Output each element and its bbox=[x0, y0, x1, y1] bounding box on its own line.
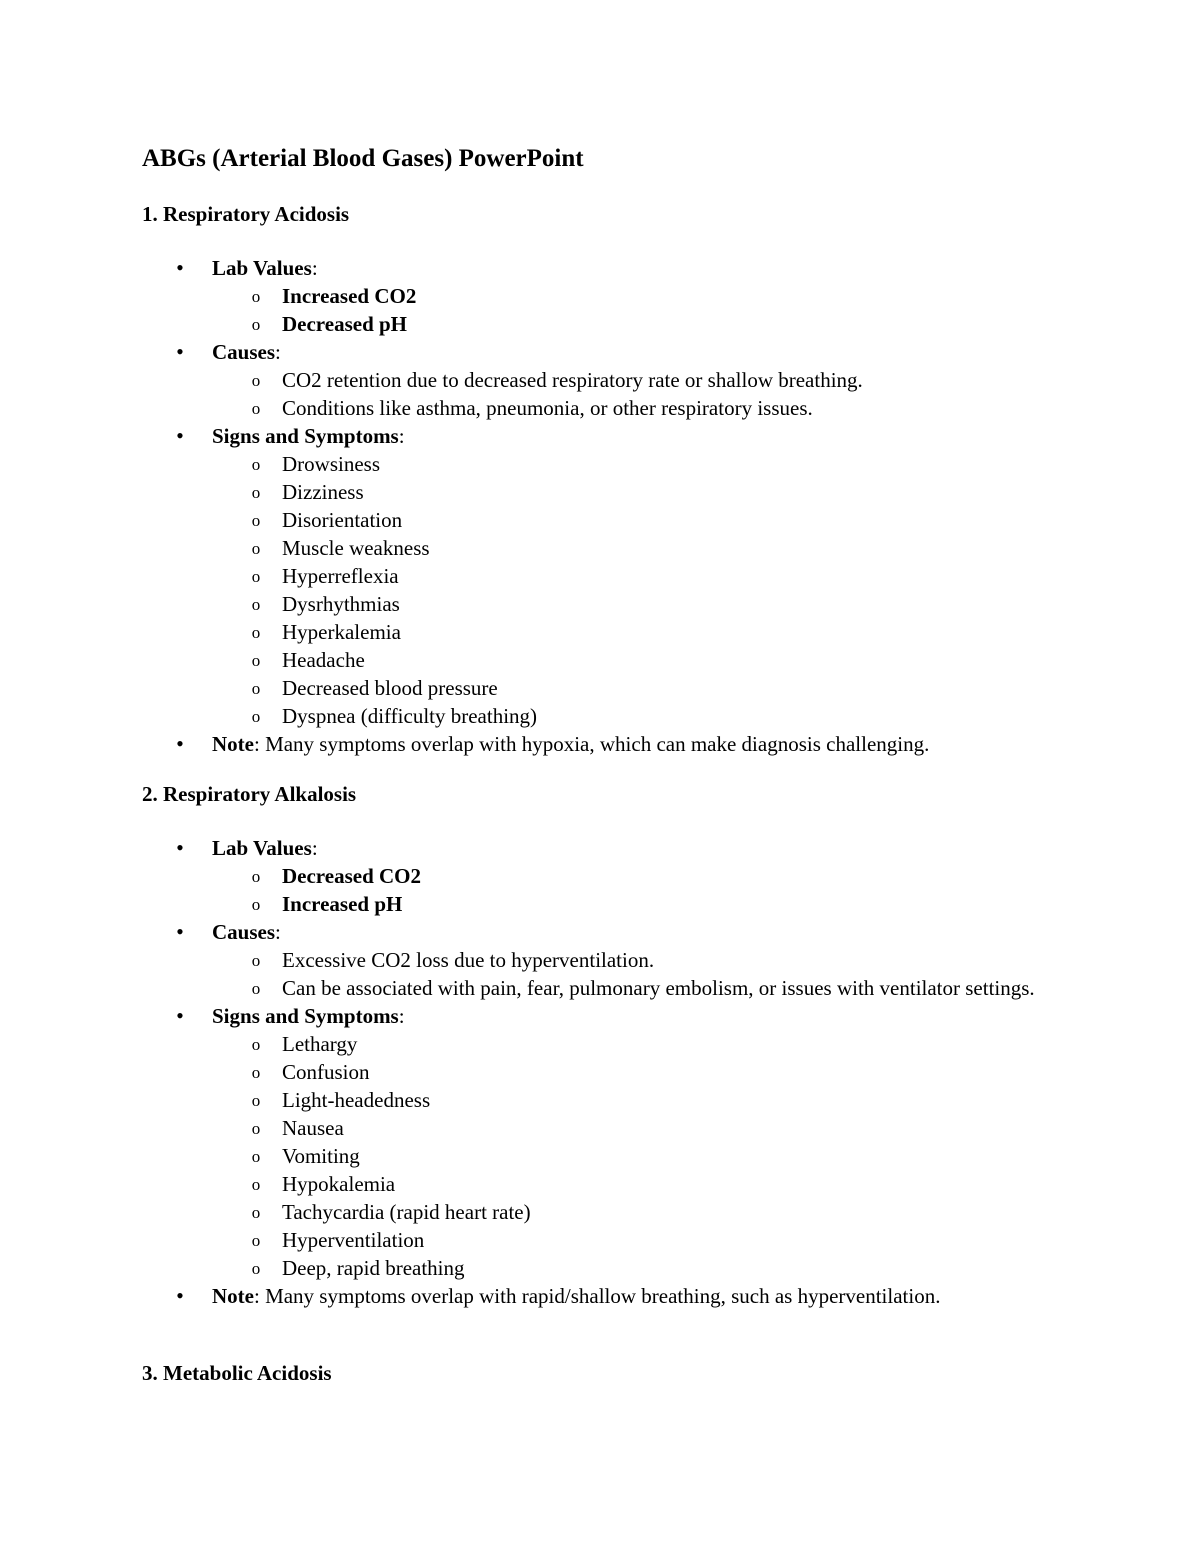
list-item: o Headache bbox=[170, 646, 1130, 674]
list-item: o Dysrhythmias bbox=[170, 590, 1130, 618]
note-item: • Note: Many symptoms overlap with rapid/shallow breathing, such as hyperventilation. bbox=[170, 1282, 1130, 1310]
sub-bullet-icon: o bbox=[251, 567, 261, 586]
sub-bullet-icon: o bbox=[251, 1203, 261, 1222]
sub-bullet-icon: o bbox=[251, 1259, 261, 1278]
lab-values-item: • Lab Values: bbox=[170, 254, 1130, 282]
section-respiratory-alkalosis bbox=[142, 780, 356, 808]
bullet-icon: • bbox=[176, 919, 184, 944]
sub-bullet-icon: o bbox=[251, 455, 261, 474]
list-item: o Decreased pH bbox=[170, 310, 1130, 338]
section-respiratory-acidosis bbox=[142, 200, 349, 228]
bullet-icon: • bbox=[176, 255, 184, 280]
causes-item: • Causes: bbox=[170, 338, 1130, 366]
list-item: o Lethargy bbox=[170, 1030, 1130, 1058]
list-item: o Hypokalemia bbox=[170, 1170, 1130, 1198]
list-item: o Muscle weakness bbox=[170, 534, 1130, 562]
sub-bullet-icon: o bbox=[251, 707, 261, 726]
section-metabolic-acidosis bbox=[142, 1359, 332, 1387]
list-item: o Confusion bbox=[170, 1058, 1130, 1086]
list-item: o CO2 retention due to decreased respiratory rate or shallow breathing. bbox=[170, 366, 1130, 394]
sub-bullet-icon: o bbox=[251, 483, 261, 502]
sub-bullet-icon: o bbox=[251, 371, 261, 390]
bullet-icon: • bbox=[176, 423, 184, 448]
list-item: o Decreased CO2 bbox=[170, 862, 1130, 890]
list-item: o Hyperkalemia bbox=[170, 618, 1130, 646]
list-item: o Dyspnea (difficulty breathing) bbox=[170, 702, 1130, 730]
sub-bullet-icon: o bbox=[251, 1035, 261, 1054]
list-item: o Hyperventilation bbox=[170, 1226, 1130, 1254]
list-item: o Nausea bbox=[170, 1114, 1130, 1142]
list-item: o Deep, rapid breathing bbox=[170, 1254, 1130, 1282]
sub-bullet-icon: o bbox=[251, 1091, 261, 1110]
section-heading: 3. Metabolic Acidosis bbox=[142, 1361, 332, 1385]
sub-bullet-icon: o bbox=[251, 287, 261, 306]
lab-values-item: • Lab Values: bbox=[170, 834, 1130, 862]
list-item: o Tachycardia (rapid heart rate) bbox=[170, 1198, 1130, 1226]
sub-bullet-icon: o bbox=[251, 595, 261, 614]
sub-bullet-icon: o bbox=[251, 1063, 261, 1082]
bullet-icon: • bbox=[176, 835, 184, 860]
bullet-icon: • bbox=[176, 731, 184, 756]
list-item: o Conditions like asthma, pneumonia, or other respiratory issues. bbox=[170, 394, 1130, 422]
section-heading: 2. Respiratory Alkalosis bbox=[142, 782, 357, 806]
signs-item: • Signs and Symptoms: bbox=[170, 1002, 1130, 1030]
sub-bullet-icon: o bbox=[251, 539, 261, 558]
sub-bullet-icon: o bbox=[251, 399, 261, 418]
document-title: ABGs (Arterial Blood Gases) PowerPoint bbox=[142, 145, 584, 172]
sub-bullet-icon: o bbox=[251, 895, 261, 914]
list-item: o Light-headedness bbox=[170, 1086, 1130, 1114]
sub-bullet-icon: o bbox=[251, 511, 261, 530]
note-item: • Note: Many symptoms overlap with hypoxia, which can make diagnosis challenging. bbox=[170, 730, 1130, 758]
bullet-icon: • bbox=[176, 339, 184, 364]
list-item: o Increased pH bbox=[170, 890, 1130, 918]
list-item: o Hyperreflexia bbox=[170, 562, 1130, 590]
sub-bullet-icon: o bbox=[251, 979, 261, 998]
signs-item: • Signs and Symptoms: bbox=[170, 422, 1130, 450]
sub-bullet-icon: o bbox=[251, 951, 261, 970]
causes-item: • Causes: bbox=[170, 918, 1130, 946]
sub-bullet-icon: o bbox=[251, 1231, 261, 1250]
sub-bullet-icon: o bbox=[251, 623, 261, 642]
list-item: o Drowsiness bbox=[170, 450, 1130, 478]
list-item: o Can be associated with pain, fear, pulmonary embolism, or issues with ventilator settings. bbox=[170, 974, 1062, 1002]
sub-bullet-icon: o bbox=[251, 651, 261, 670]
sub-bullet-icon: o bbox=[251, 679, 261, 698]
bullet-icon: • bbox=[176, 1283, 184, 1308]
section-heading: 1. Respiratory Acidosis bbox=[142, 202, 350, 226]
sub-bullet-icon: o bbox=[251, 315, 261, 334]
sub-bullet-icon: o bbox=[251, 1175, 261, 1194]
sub-bullet-icon: o bbox=[251, 1119, 261, 1138]
sub-bullet-icon: o bbox=[251, 867, 261, 886]
list-item: o Decreased blood pressure bbox=[170, 674, 1130, 702]
list-item: o Excessive CO2 loss due to hyperventilation. bbox=[170, 946, 1130, 974]
list-item: o Increased CO2 bbox=[170, 282, 1130, 310]
list-item: o Dizziness bbox=[170, 478, 1130, 506]
sub-bullet-icon: o bbox=[251, 1147, 261, 1166]
bullet-icon: • bbox=[176, 1003, 184, 1028]
list-item: o Disorientation bbox=[170, 506, 1130, 534]
list-item: o Vomiting bbox=[170, 1142, 1130, 1170]
